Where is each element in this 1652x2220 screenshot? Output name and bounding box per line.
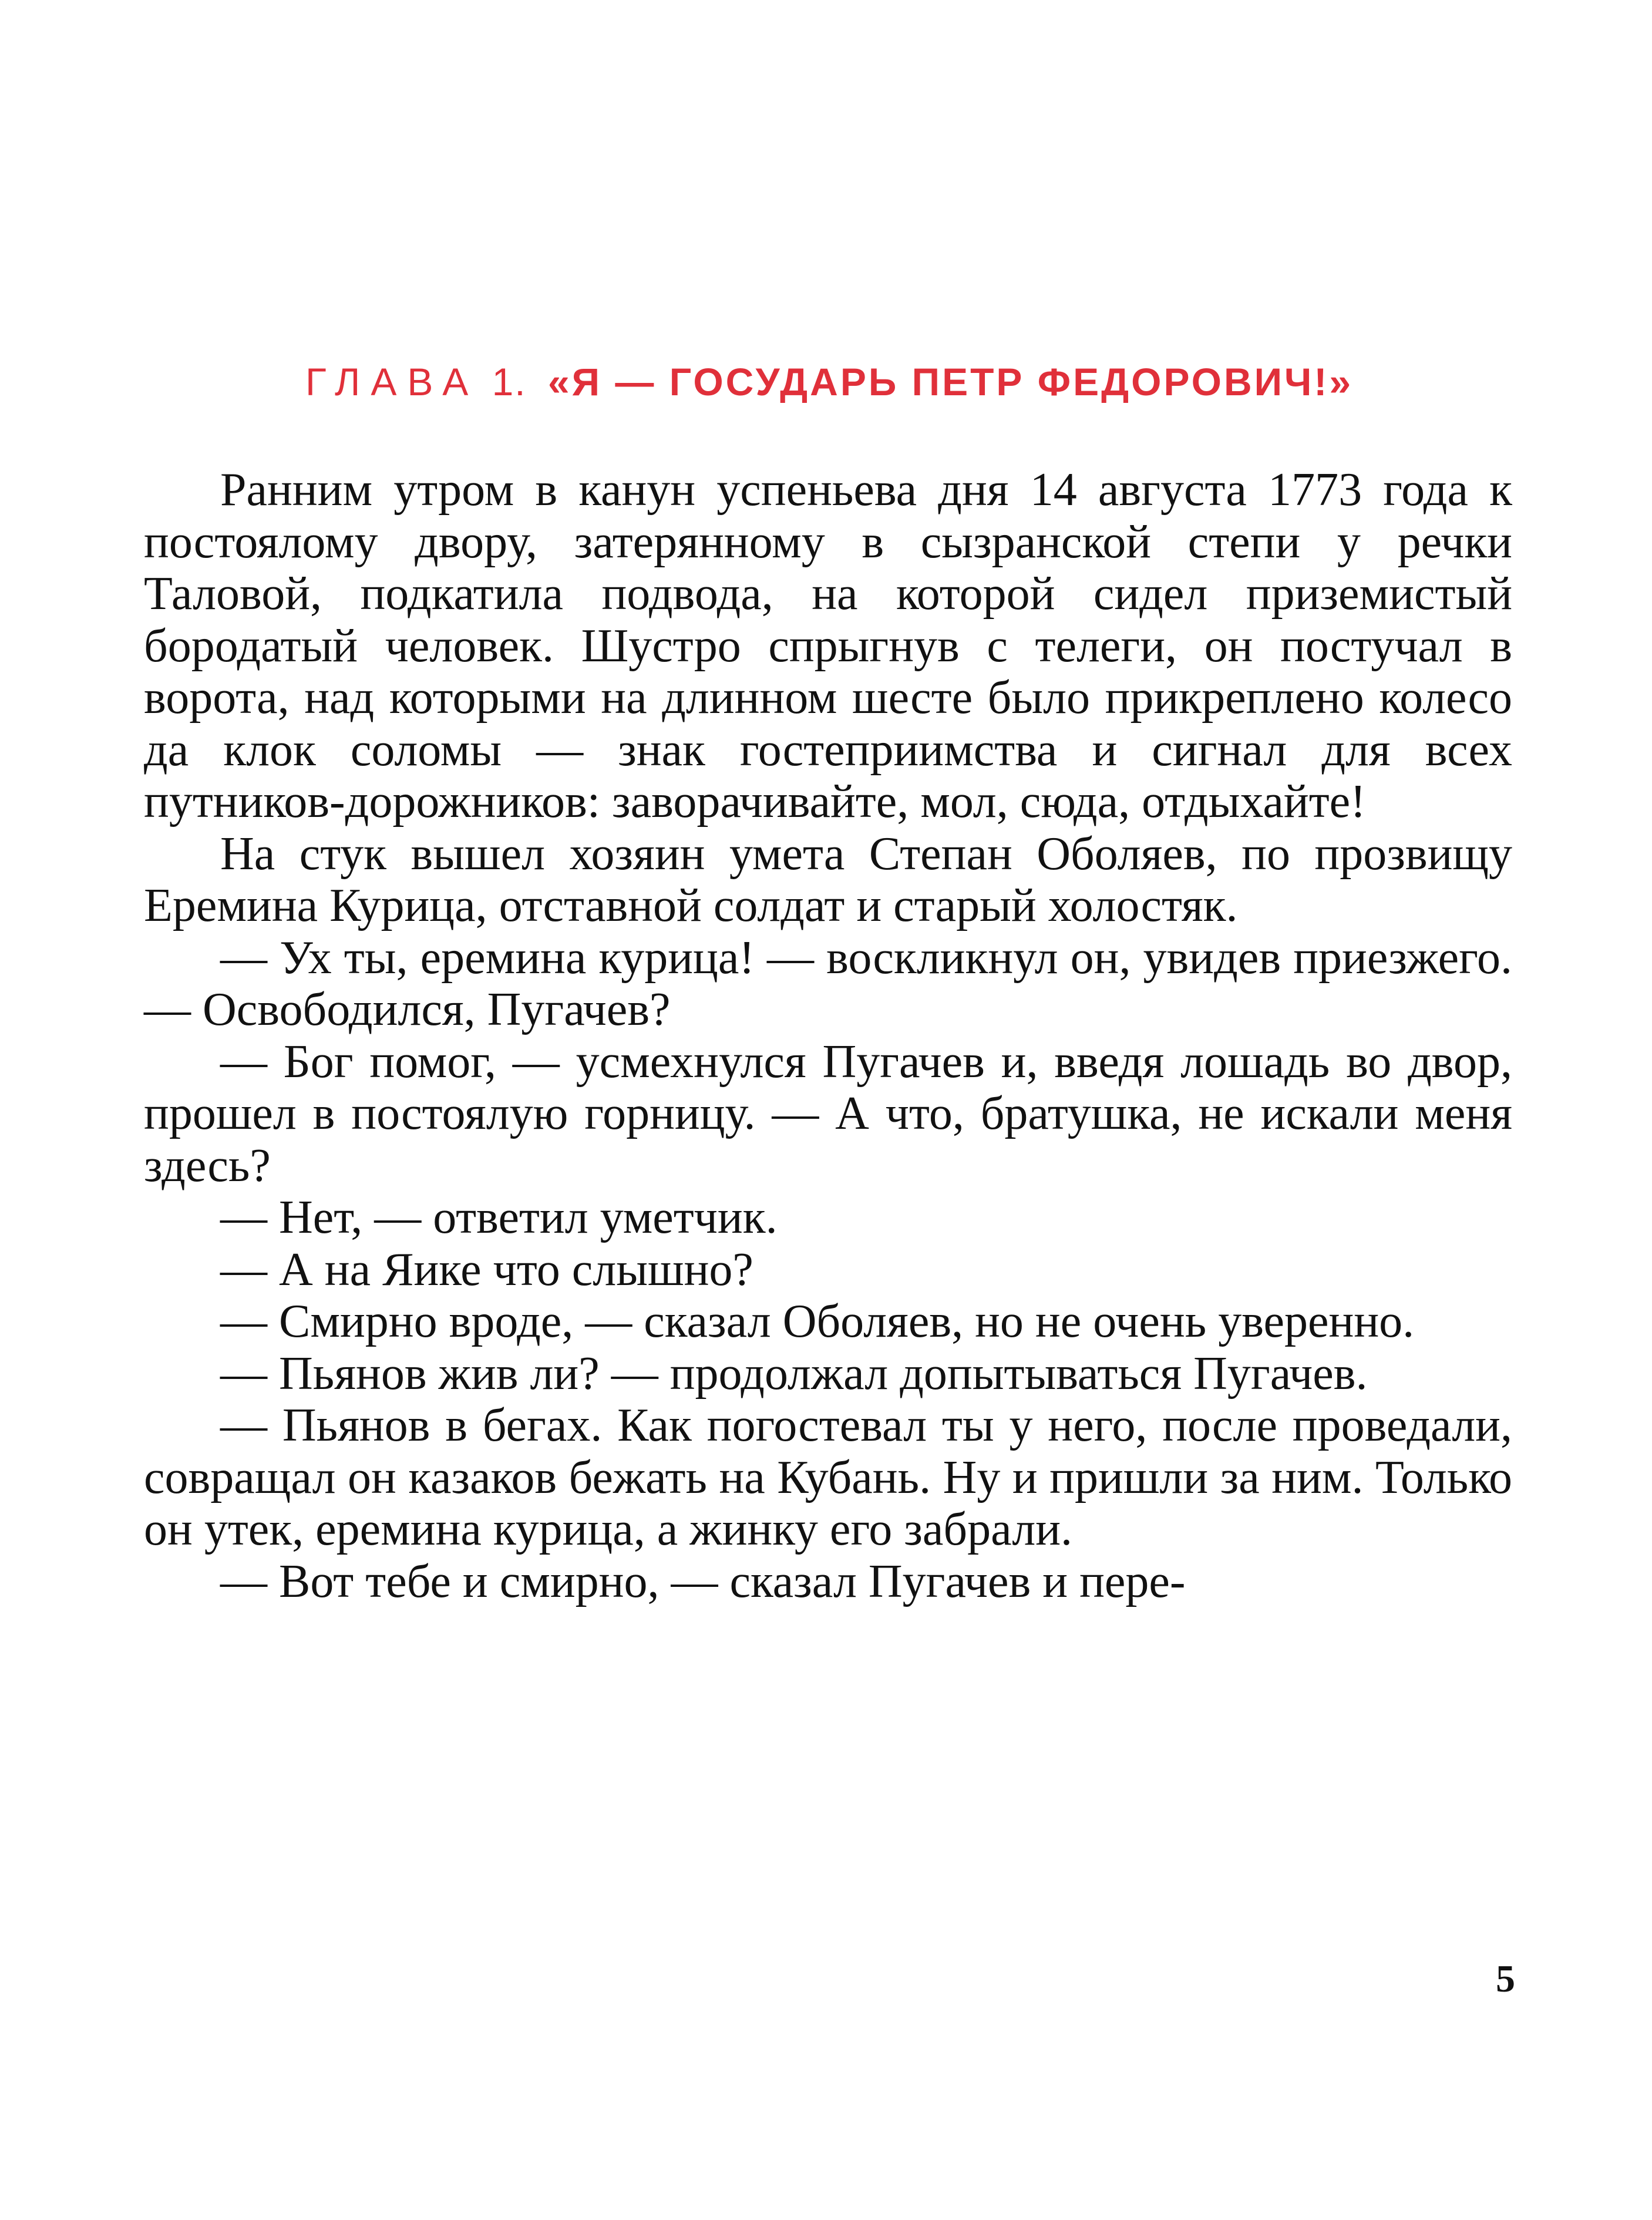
paragraph: — Смирно вроде, — сказал Оболяев, но не очень уверенно. (220, 1296, 1415, 1347)
chapter-number: 1. (492, 360, 527, 403)
body-text (144, 464, 1512, 1607)
page-number: 5 (1496, 1957, 1515, 2000)
paragraph: — Бог помог, — усмехнулся Пугачев и, введя лошадь во двор, прошел в постоялую горницу. — А что, братушка, не искали меня здесь? (144, 1035, 1512, 1192)
paragraph: — А на Яике что слышно? (220, 1243, 753, 1296)
chapter-title: «Я — ГОСУДАРЬ ПЕТР ФЕДОРОВИЧ!» (547, 360, 1354, 403)
chapter-label: ГЛАВА (305, 360, 479, 403)
paragraph: — Пьянов в бегах. Как погостевал ты у него, после проведали, совращал он казаков бежать на Кубань. Ну и пришли за ним. Только он утек, еремина курица, а жинку его забрали. (144, 1400, 1512, 1555)
paragraph: — Пьянов жив ли? — продолжал допытываться Пугачев. (220, 1347, 1368, 1400)
paragraph: — Вот тебе и смирно, — сказал Пугачев и пере- (220, 1555, 1186, 1607)
paragraph: — Ух ты, еремина курица! — воскликнул он, увидев приезжего. — Освободился, Пугачев? (144, 931, 1512, 1035)
paragraph: Ранним утром в канун успеньева дня 14 августа 1773 года к постоялому двору, затерянному в сызранской степи у речки Таловой, подкатила подвода, на которой сидел приземистый бородатый человек. Шустро спрыгнув с телеги, он постучал в ворота, над которыми на длинном шесте было прикреплено колесо да клок соломы — знак гостеприимства и сигнал для всех путников-дорожников: заворачивайте, мол, сюда, отдыхайте! (144, 464, 1512, 828)
chapter-heading (305, 358, 1362, 405)
paragraph: На стук вышел хозяин умета Степан Оболяев, по прозвищу Еремина Курица, отставной солдат и старый холостяк. (144, 828, 1512, 931)
paragraph: — Нет, — ответил уметчик. (220, 1192, 778, 1243)
